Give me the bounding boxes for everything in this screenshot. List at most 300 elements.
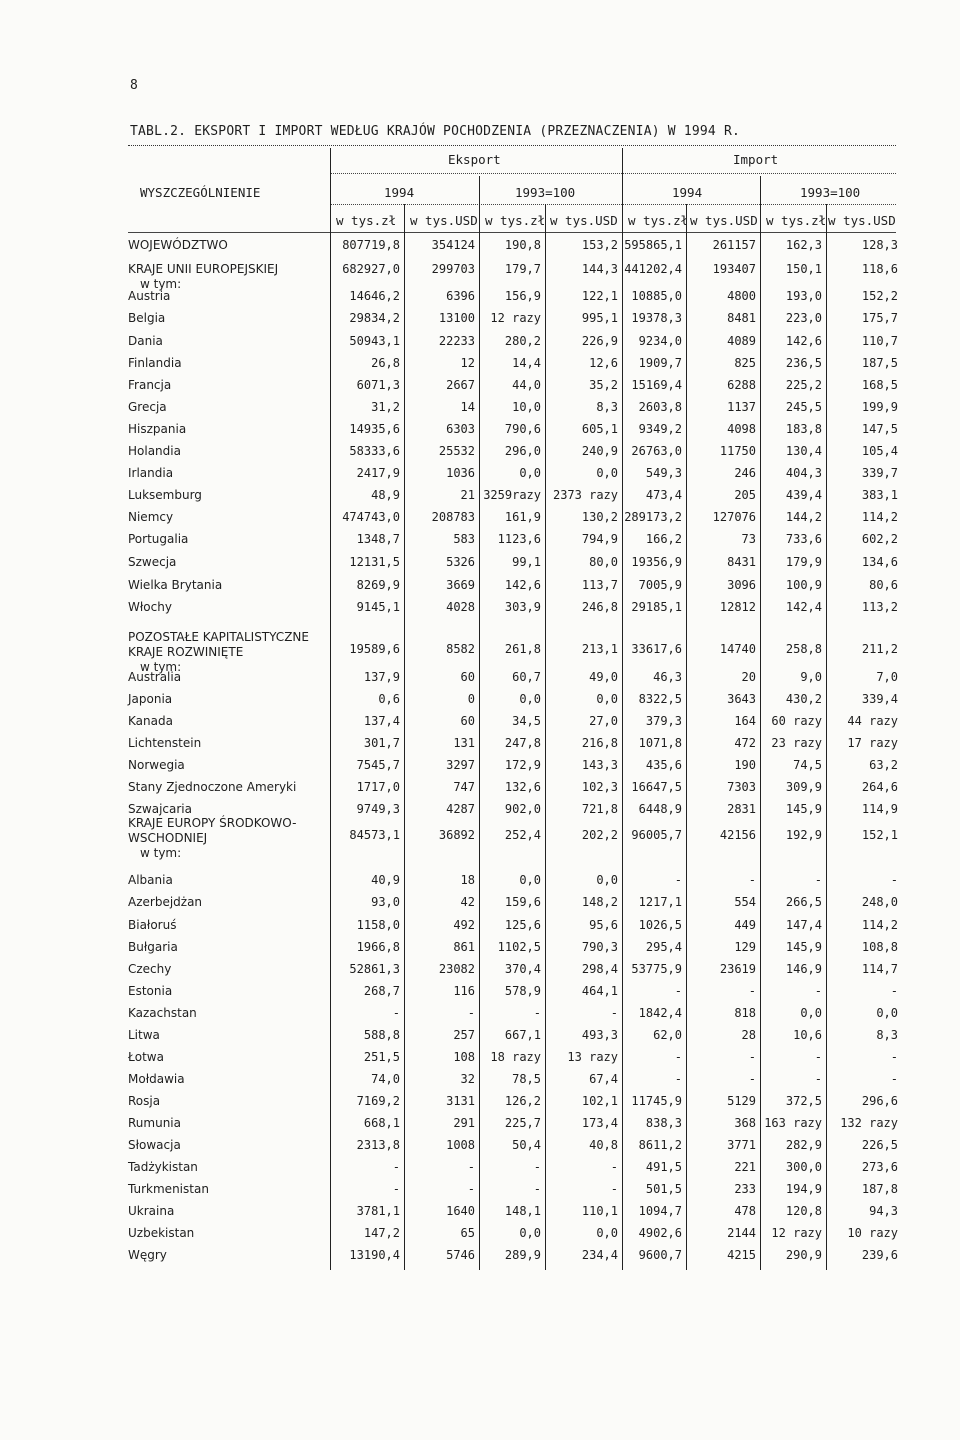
table-row [0, 1094, 960, 1112]
unit-header: w tys.zł [628, 213, 689, 228]
unit-header: w tys.zł [485, 213, 546, 228]
row-value: 4215 [727, 1248, 756, 1262]
row-value: 34,5 [512, 714, 541, 728]
row-value: 3771 [727, 1138, 756, 1152]
row-value: 10 razy [847, 1226, 898, 1240]
row-value: 493,3 [581, 1028, 618, 1042]
row-label: Tadżykistan [128, 1160, 198, 1174]
row-value: 299703 [431, 262, 475, 276]
unit-header: w tys.USD [828, 213, 896, 228]
row-value: 3297 [446, 758, 475, 772]
row-value: 492 [453, 918, 475, 932]
row-value: 404,3 [785, 466, 822, 480]
row-value: 225,7 [504, 1116, 541, 1130]
row-value: 84573,1 [349, 828, 400, 842]
row-value: 370,4 [504, 962, 541, 976]
table-row [0, 356, 960, 374]
row-value: 32 [460, 1072, 475, 1086]
row-label: Austria [128, 289, 171, 303]
row-value: 21 [460, 488, 475, 502]
row-value: 246 [734, 466, 756, 480]
row-value: 100,9 [785, 578, 822, 592]
row-value: - [392, 1006, 400, 1020]
row-value: 0,0 [519, 1226, 541, 1240]
row-value: 187,8 [861, 1182, 898, 1196]
row-value: 190 [734, 758, 756, 772]
row-value: 148,2 [581, 895, 618, 909]
row-value: 1071,8 [638, 736, 682, 750]
row-value: 147,2 [363, 1226, 400, 1240]
row-value: 6396 [446, 289, 475, 303]
row-value: 7303 [727, 780, 756, 794]
row-value: 602,2 [861, 532, 898, 546]
row-value: 23619 [719, 962, 756, 976]
row-value: 48,9 [371, 488, 400, 502]
group-export-header: Eksport [448, 152, 501, 167]
row-value: 3259razy [483, 488, 541, 502]
row-value: 221 [734, 1160, 756, 1174]
row-value: - [890, 1050, 898, 1064]
row-value: 4098 [727, 422, 756, 436]
row-value: - [467, 1182, 475, 1196]
row-value: 193,0 [785, 289, 822, 303]
page-number: 8 [130, 78, 138, 93]
row-value: 58333,6 [349, 444, 400, 458]
row-value: 63,2 [869, 758, 898, 772]
row-value: 145,9 [785, 802, 822, 816]
row-value: 0,0 [519, 692, 541, 706]
row-value: 1909,7 [638, 356, 682, 370]
row-value: 9234,0 [638, 334, 682, 348]
row-value: 42156 [719, 828, 756, 842]
row-value: 2417,9 [356, 466, 400, 480]
row-value: 478 [734, 1204, 756, 1218]
row-label: KRAJE EUROPY ŚRODKOWO- [128, 816, 297, 830]
row-value: 223,0 [785, 311, 822, 325]
row-value: 339,7 [861, 466, 898, 480]
row-label: Rumunia [128, 1116, 181, 1130]
row-value: 9749,3 [356, 802, 400, 816]
row-value: 226,5 [861, 1138, 898, 1152]
row-value: 0,0 [596, 873, 618, 887]
row-value: - [533, 1182, 541, 1196]
row-value: 23 razy [771, 736, 822, 750]
row-value: 4089 [727, 334, 756, 348]
row-value: 152,2 [861, 289, 898, 303]
row-value: - [674, 1050, 682, 1064]
row-value: 20 [741, 670, 756, 684]
row-value: 0 [467, 692, 475, 706]
row-value: 8582 [446, 642, 475, 656]
row-value: 130,4 [785, 444, 822, 458]
table-row [0, 334, 960, 352]
row-value: 147,5 [861, 422, 898, 436]
row-value: 12 razy [771, 1226, 822, 1240]
row-value: 14 [460, 400, 475, 414]
row-value: 1348,7 [356, 532, 400, 546]
row-value: 3781,1 [356, 1204, 400, 1218]
row-label: Hiszpania [128, 422, 187, 436]
row-label: Węgry [128, 1248, 167, 1262]
row-value: 120,8 [785, 1204, 822, 1218]
table-row [0, 311, 960, 329]
row-value: 166,2 [645, 532, 682, 546]
row-label: Niemcy [128, 510, 174, 524]
row-label: Bułgaria [128, 940, 178, 954]
row-value: 132,6 [504, 780, 541, 794]
row-value: 211,2 [861, 642, 898, 656]
row-value: 14740 [719, 642, 756, 656]
row-value: 12131,5 [349, 555, 400, 569]
row-value: 25532 [438, 444, 475, 458]
row-value: - [674, 984, 682, 998]
row-value: 14,4 [512, 356, 541, 370]
row-value: 252,4 [504, 828, 541, 842]
row-value: 251,5 [363, 1050, 400, 1064]
row-value: 102,3 [581, 780, 618, 794]
row-value: 144,3 [581, 262, 618, 276]
row-value: 226,9 [581, 334, 618, 348]
row-value: 2603,8 [638, 400, 682, 414]
row-label: Luksemburg [128, 488, 202, 502]
row-value: 2313,8 [356, 1138, 400, 1152]
unit-header: w tys.USD [550, 213, 618, 228]
row-value: 17 razy [847, 736, 898, 750]
period-import-index: 1993=100 [800, 185, 861, 200]
row-value: 439,4 [785, 488, 822, 502]
row-value: - [533, 1006, 541, 1020]
row-value: - [890, 873, 898, 887]
row-value: 18 razy [490, 1050, 541, 1064]
row-value: 9349,2 [638, 422, 682, 436]
row-label: Wielka Brytania [128, 578, 223, 592]
table-row [0, 918, 960, 936]
table-row [0, 262, 960, 291]
row-value: 264,6 [861, 780, 898, 794]
row-value: - [890, 984, 898, 998]
row-value: 300,0 [785, 1160, 822, 1174]
row-value: 74,0 [371, 1072, 400, 1086]
row-value: 125,6 [504, 918, 541, 932]
row-value: 4800 [727, 289, 756, 303]
row-value: 194,9 [785, 1182, 822, 1196]
row-value: 5326 [446, 555, 475, 569]
row-value: 595865,1 [624, 238, 682, 252]
table-row [0, 940, 960, 958]
row-value: 129 [734, 940, 756, 954]
table-row [0, 670, 960, 688]
row-value: 682927,0 [342, 262, 400, 276]
table-row [0, 1226, 960, 1244]
row-value: 146,9 [785, 962, 822, 976]
row-value: 7545,7 [356, 758, 400, 772]
row-value: 122,1 [581, 289, 618, 303]
row-value: 118,6 [861, 262, 898, 276]
row-value: 131 [453, 736, 475, 750]
row-value: 49,0 [589, 670, 618, 684]
row-label: Australia [128, 670, 182, 684]
row-value: 14935,6 [349, 422, 400, 436]
row-label: Kazachstan [128, 1006, 197, 1020]
row-value: 114,2 [861, 918, 898, 932]
row-value: - [748, 1072, 756, 1086]
row-value: 234,4 [581, 1248, 618, 1262]
row-value: 93,0 [371, 895, 400, 909]
row-label: KRAJE UNII EUROPEJSKIEJ [128, 262, 279, 276]
row-value: 0,6 [378, 692, 400, 706]
table-row [0, 578, 960, 596]
row-value: 8,3 [876, 1028, 898, 1042]
row-label: Czechy [128, 962, 172, 976]
row-value: 8322,5 [638, 692, 682, 706]
row-value: 0,0 [519, 466, 541, 480]
row-value: 13 razy [567, 1050, 618, 1064]
row-value: 4287 [446, 802, 475, 816]
row-value: 0,0 [800, 1006, 822, 1020]
row-value: 216,8 [581, 736, 618, 750]
row-value: 108 [453, 1050, 475, 1064]
row-value: 46,3 [653, 670, 682, 684]
row-value: 52861,3 [349, 962, 400, 976]
row-value: 0,0 [519, 873, 541, 887]
row-value: 95,6 [589, 918, 618, 932]
row-value: 15169,4 [631, 378, 682, 392]
row-value: 268,7 [363, 984, 400, 998]
row-label: Dania [128, 334, 163, 348]
row-value: 31,2 [371, 400, 400, 414]
row-value: 861 [453, 940, 475, 954]
row-value: - [890, 1072, 898, 1086]
row-label: Finlandia [128, 356, 182, 370]
row-value: 60 razy [771, 714, 822, 728]
row-value: 40,8 [589, 1138, 618, 1152]
row-value: 44,0 [512, 378, 541, 392]
row-value: 173,4 [581, 1116, 618, 1130]
row-value: 838,3 [645, 1116, 682, 1130]
row-value: 236,5 [785, 356, 822, 370]
row-label: Szwecja [128, 555, 177, 569]
group-import-header: Import [733, 152, 779, 167]
row-value: 261,8 [504, 642, 541, 656]
row-value: 902,0 [504, 802, 541, 816]
table-row [0, 1138, 960, 1156]
row-value: 1158,0 [356, 918, 400, 932]
row-label-continued: WSCHODNIEJ [128, 831, 208, 845]
row-value: 588,8 [363, 1028, 400, 1042]
row-value: 11745,9 [631, 1094, 682, 1108]
in-which-label: w tym: [140, 660, 182, 674]
row-value: 296,6 [861, 1094, 898, 1108]
row-value: 0,0 [876, 1006, 898, 1020]
row-value: 145,9 [785, 940, 822, 954]
row-value: 6303 [446, 422, 475, 436]
row-value: 13190,4 [349, 1248, 400, 1262]
row-value: 266,5 [785, 895, 822, 909]
row-value: 7169,2 [356, 1094, 400, 1108]
row-value: 1026,5 [638, 918, 682, 932]
table-row [0, 758, 960, 776]
row-value: 8269,9 [356, 578, 400, 592]
unit-header: w tys.USD [690, 213, 758, 228]
row-value: 199,9 [861, 400, 898, 414]
row-value: 309,9 [785, 780, 822, 794]
row-value: 28 [741, 1028, 756, 1042]
table-row [0, 532, 960, 550]
period-export-1994: 1994 [384, 185, 415, 200]
row-value: 137,9 [363, 670, 400, 684]
row-label: Ukraina [128, 1204, 175, 1218]
row-value: 4902,6 [638, 1226, 682, 1240]
row-value: 12 [460, 356, 475, 370]
row-value: 22233 [438, 334, 475, 348]
table-row [0, 984, 960, 1002]
row-value: 137,4 [363, 714, 400, 728]
row-value: 192,9 [785, 828, 822, 842]
row-value: 354124 [431, 238, 475, 252]
row-value: 12812 [719, 600, 756, 614]
row-value: 5129 [727, 1094, 756, 1108]
unit-header: w tys.zł [766, 213, 827, 228]
row-value: 233 [734, 1182, 756, 1196]
row-value: 473,4 [645, 488, 682, 502]
row-value: 208783 [431, 510, 475, 524]
table-row [0, 1116, 960, 1134]
row-value: 668,1 [363, 1116, 400, 1130]
row-value: 193407 [712, 262, 756, 276]
row-label: Mołdawia [128, 1072, 185, 1086]
row-value: 245,5 [785, 400, 822, 414]
row-value: 10885,0 [631, 289, 682, 303]
row-value: 94,3 [869, 1204, 898, 1218]
table-row [0, 1160, 960, 1178]
row-value: 8481 [727, 311, 756, 325]
row-value: - [748, 873, 756, 887]
row-value: 790,3 [581, 940, 618, 954]
table-row [0, 1248, 960, 1266]
row-value: 114,7 [861, 962, 898, 976]
row-label: WOJEWÓDZTWO [128, 238, 228, 252]
row-value: - [610, 1160, 618, 1174]
row-label: Stany Zjednoczone Ameryki [128, 780, 297, 794]
row-value: 0,0 [596, 692, 618, 706]
row-label: Lichtenstein [128, 736, 202, 750]
row-label: Norwegia [128, 758, 185, 772]
row-value: 144,2 [785, 510, 822, 524]
row-value: - [814, 1050, 822, 1064]
row-value: 164 [734, 714, 756, 728]
row-value: 18 [460, 873, 475, 887]
table-row [0, 1028, 960, 1046]
row-value: 26,8 [371, 356, 400, 370]
row-value: 818 [734, 1006, 756, 1020]
row-value: 501,5 [645, 1182, 682, 1196]
row-value: 449 [734, 918, 756, 932]
row-value: 239,6 [861, 1248, 898, 1262]
period-export-index: 1993=100 [515, 185, 576, 200]
row-value: 583 [453, 532, 475, 546]
row-value: 183,8 [785, 422, 822, 436]
table-row [0, 714, 960, 732]
row-value: 12 razy [490, 311, 541, 325]
row-value: 179,9 [785, 555, 822, 569]
row-value: 29834,2 [349, 311, 400, 325]
row-value: 247,8 [504, 736, 541, 750]
row-value: 35,2 [589, 378, 618, 392]
row-value: 11750 [719, 444, 756, 458]
row-value: - [467, 1160, 475, 1174]
row-value: 790,6 [504, 422, 541, 436]
row-value: 19356,9 [631, 555, 682, 569]
row-value: 298,4 [581, 962, 618, 976]
row-value: 282,9 [785, 1138, 822, 1152]
row-value: 99,1 [512, 555, 541, 569]
row-value: 0,0 [596, 1226, 618, 1240]
row-value: 2831 [727, 802, 756, 816]
row-value: 794,9 [581, 532, 618, 546]
row-value: - [674, 873, 682, 887]
row-label: Estonia [128, 984, 173, 998]
row-value: 142,4 [785, 600, 822, 614]
row-value: - [610, 1182, 618, 1196]
row-value: 10,0 [512, 400, 541, 414]
row-value: 303,9 [504, 600, 541, 614]
row-value: 435,6 [645, 758, 682, 772]
row-value: 721,8 [581, 802, 618, 816]
table-row [0, 630, 960, 674]
row-value: 6448,9 [638, 802, 682, 816]
table-row [0, 1072, 960, 1090]
row-value: 108,8 [861, 940, 898, 954]
table-row [0, 238, 960, 256]
row-value: 8431 [727, 555, 756, 569]
row-value: 113,7 [581, 578, 618, 592]
row-value: - [610, 1006, 618, 1020]
row-value: 5746 [446, 1248, 475, 1262]
row-value: 6288 [727, 378, 756, 392]
row-value: 102,1 [581, 1094, 618, 1108]
row-value: 474743,0 [342, 510, 400, 524]
row-value: 3096 [727, 578, 756, 592]
row-label: Kanada [128, 714, 173, 728]
row-value: 80,6 [869, 578, 898, 592]
row-label: POZOSTAŁE KAPITALISTYCZNE [128, 630, 309, 644]
row-value: 379,3 [645, 714, 682, 728]
table-row [0, 422, 960, 440]
row-value: - [748, 1050, 756, 1064]
row-value: 257 [453, 1028, 475, 1042]
row-value: 246,8 [581, 600, 618, 614]
row-value: - [467, 1006, 475, 1020]
row-value: 110,1 [581, 1204, 618, 1218]
row-value: 161,9 [504, 510, 541, 524]
row-value: 142,6 [785, 334, 822, 348]
period-import-1994: 1994 [672, 185, 703, 200]
row-value: 9145,1 [356, 600, 400, 614]
row-value: - [748, 984, 756, 998]
row-value: 168,5 [861, 378, 898, 392]
row-value: 1102,5 [497, 940, 541, 954]
row-label: Albania [128, 873, 173, 887]
row-label: Łotwa [128, 1050, 164, 1064]
row-value: 73 [741, 532, 756, 546]
table-row [0, 555, 960, 573]
unit-header: w tys.USD [410, 213, 478, 228]
row-value: 430,2 [785, 692, 822, 706]
row-value: 60,7 [512, 670, 541, 684]
table-row [0, 873, 960, 891]
table-title: TABL.2. EKSPORT I IMPORT WEDŁUG KRAJÓW POCHODZENIA (PRZEZNACZENIA) W 1994 R. [130, 124, 741, 139]
row-value: 50,4 [512, 1138, 541, 1152]
